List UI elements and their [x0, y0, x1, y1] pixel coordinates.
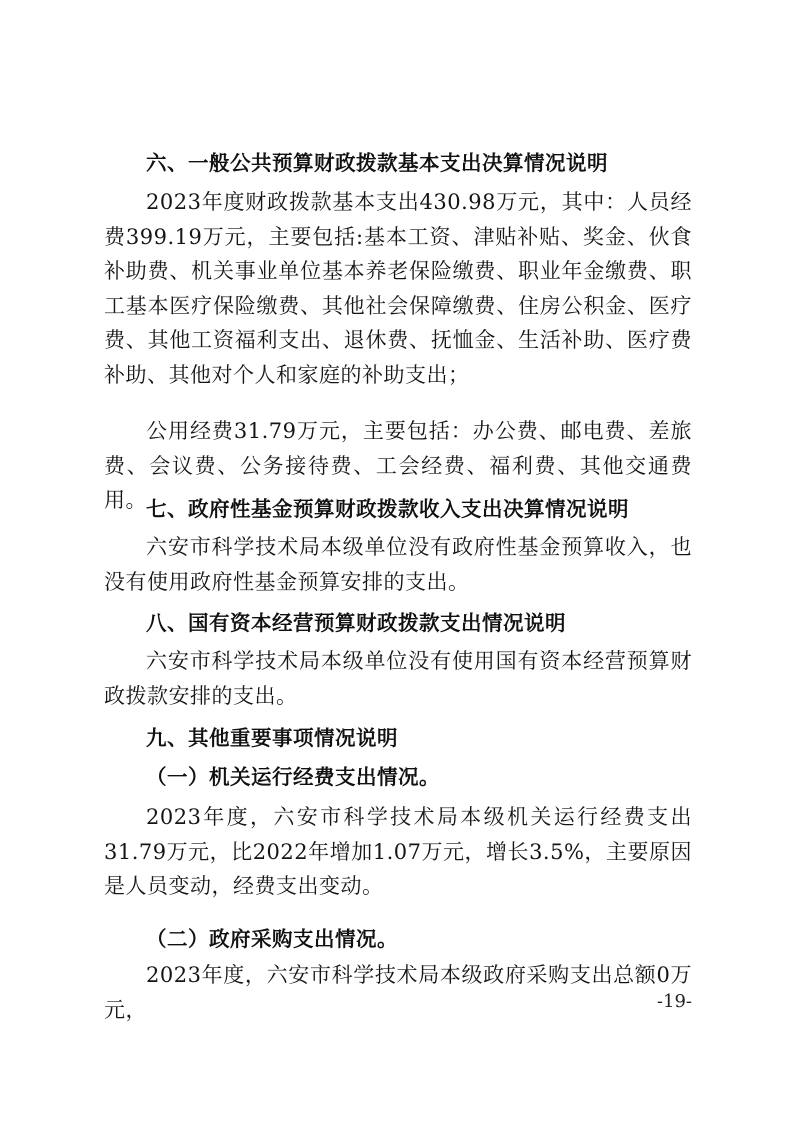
section-8-heading: 八、国有资本经营预算财政拨款支出情况说明 — [146, 611, 566, 635]
section-9-subparagraph-2: 2023年度，六安市科学技术局本级政府采购支出总额0万元， — [104, 963, 692, 1022]
section-7-paragraph: 六安市科学技术局本级单位没有政府性基金预算收入，也没有使用政府性基金预算安排的支出。 — [104, 535, 692, 594]
section-9-subparagraph-1: 2023年度，六安市科学技术局本级机关运行经费支出31.79万元，比2022年增加1.07万元，增长3.5%，主要原因是人员变动，经费支出变动。 — [104, 805, 692, 898]
section-9-subheading-1: （一）机关运行经费支出情况。 — [146, 765, 440, 789]
section-9-subheading-2: （二）政府采购支出情况。 — [146, 927, 398, 951]
section-6-paragraph-2: 公用经费31.79万元，主要包括：办公费、邮电费、差旅费、会议费、公务接待费、工会经费、福利费、其他交通费用。 — [104, 419, 692, 512]
section-6-paragraph-1: 2023年度财政拨款基本支出430.98万元，其中：人员经费399.19万元，主要包括:基本工资、津贴补贴、奖金、伙食补助费、机关事业单位基本养老保险缴费、职业年金缴费、职工基本医疗保险缴费、其他社会保障缴费、住房公积金、医疗费、其他工资福利支出、退休费、抚恤金、生活补助、医疗费补助、其他对个人和家庭的补助支出； — [104, 190, 692, 387]
section-7-heading: 七、政府性基金预算财政拨款收入支出决算情况说明 — [146, 497, 629, 521]
page-number: -19- — [656, 991, 692, 1012]
section-8-paragraph: 六安市科学技术局本级单位没有使用国有资本经营预算财政拨款安排的支出。 — [104, 649, 692, 708]
section-9-heading: 九、其他重要事项情况说明 — [146, 726, 398, 750]
section-6-heading: 六、一般公共预算财政拨款基本支出决算情况说明 — [146, 151, 608, 175]
